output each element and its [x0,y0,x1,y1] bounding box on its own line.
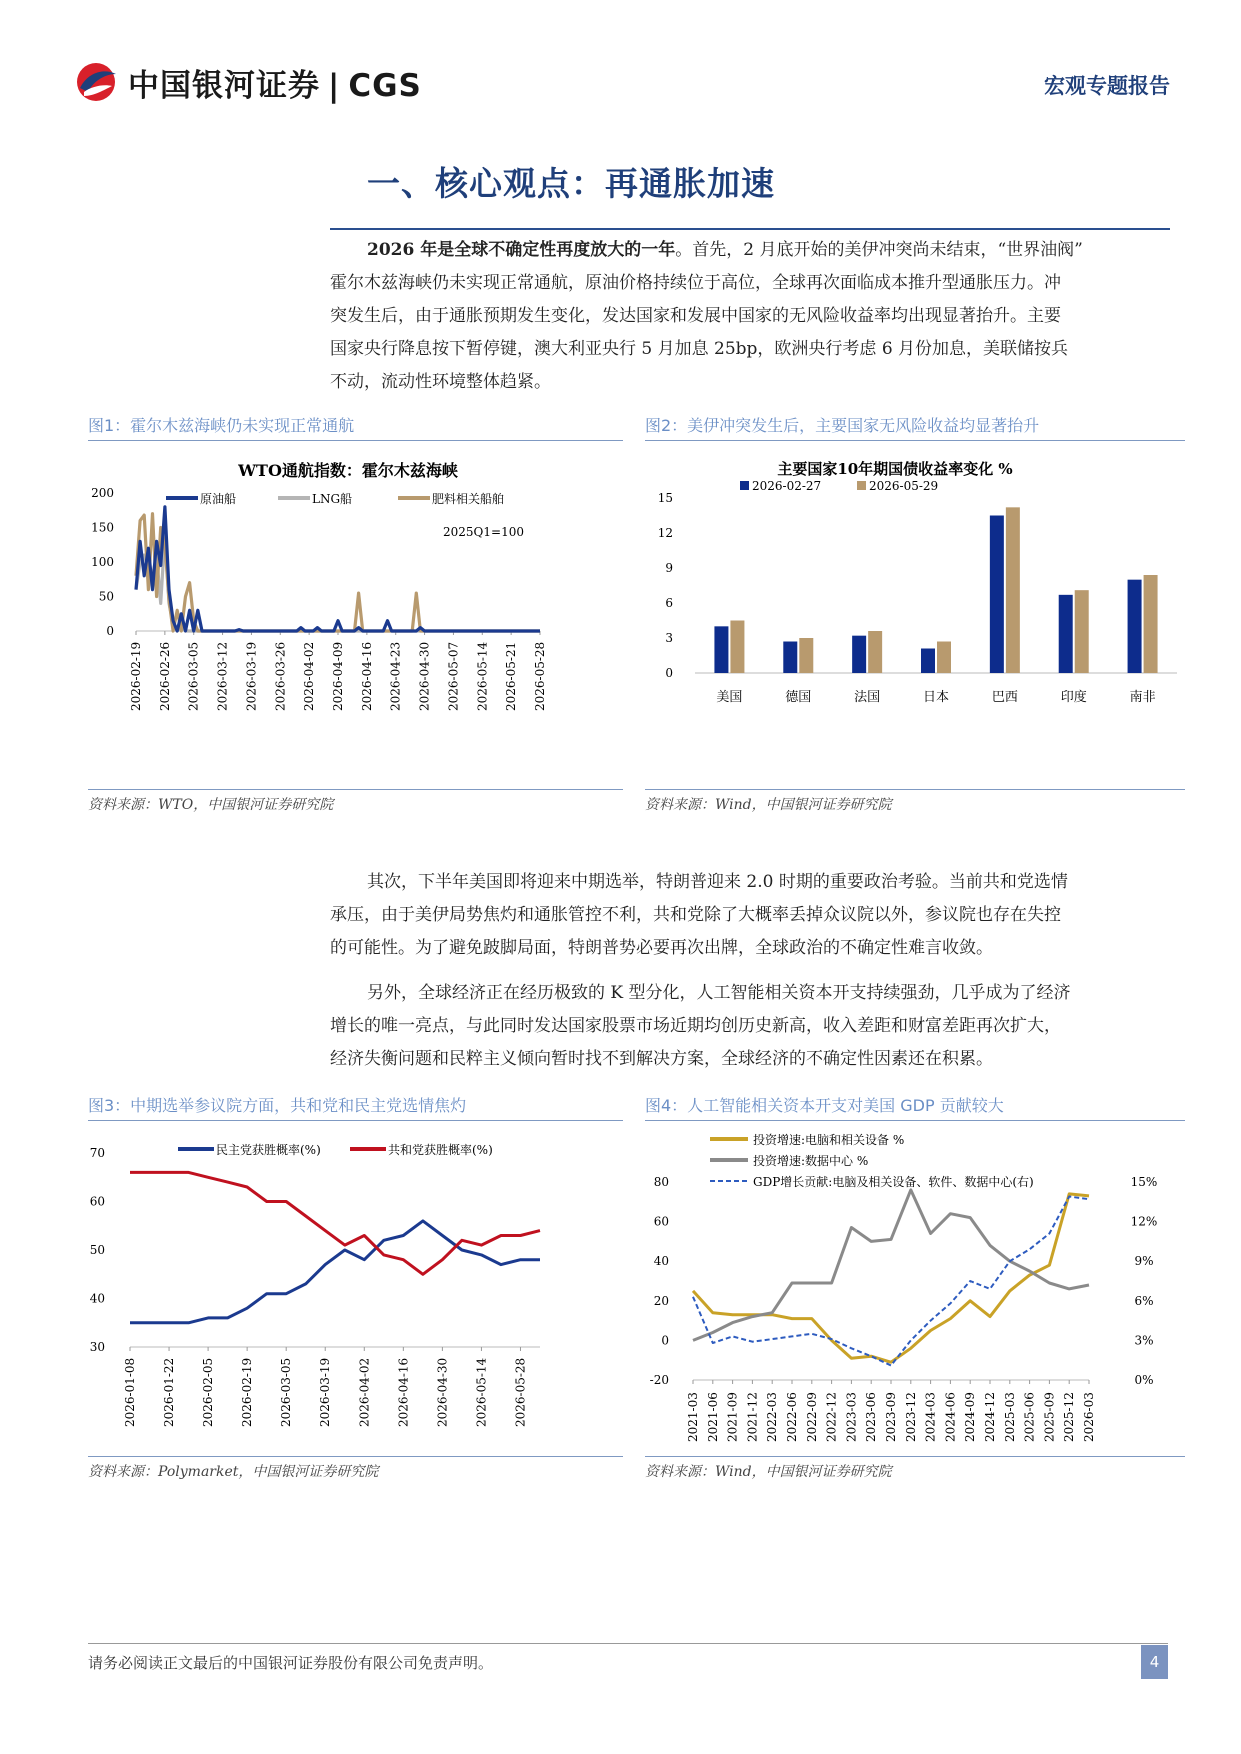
section-title: 一、核心观点：再通胀加速 [367,164,775,203]
fig4-ytick-left-label: 40 [653,1254,669,1269]
fig1-xtick-label: 2026-03-05 [186,641,201,711]
fig2-category-label: 德国 [785,690,812,705]
fig4-legend-label: 投资增速:数据中心 % [753,1154,869,1168]
fig2-bar [730,621,744,674]
fig1-xtick-label: 2026-03-26 [273,641,288,711]
fig2-bar [1006,507,1020,673]
fig2-bar [852,636,866,673]
fig2-category-label: 日本 [922,690,950,705]
fig1-xtick-label: 2026-03-12 [215,641,230,711]
fig1-legend-label: LNG船 [312,492,353,506]
fig4-chart [645,1121,1185,1456]
fig2-category-label: 南非 [1129,690,1156,705]
fig4-ytick-right-label: 15% [1130,1175,1158,1189]
fig4-xtick-label: 2025-12 [1062,1392,1077,1442]
fig4-ytick-left-label: -20 [649,1373,669,1387]
footer-rule [88,1643,1168,1644]
paragraph-3: 另外，全球经济正在经历极致的 K 型分化，人工智能相关资本开支持续强劲，几乎成为了经济 增长的唯一亮点，与此同时发达国家股票市场近期均创历史新高，收入差距和财富差距再次扩大， 经济失衡问题和民粹主义倾向暂时找不到解决方案，全球经济的不确定性因素还在积累。 [330,983,1071,1069]
fig1-caption: 图1：霍尔木兹海峡仍未实现正常通航 [88,416,355,435]
fig4-series-line-1 [693,1190,1089,1341]
header: 中国银河证券 | CGS 宏观专题报告 [70,58,1170,106]
paragraph-2: 其次，下半年美国即将迎来中期选举，特朗普迎来 2.0 时期的重要政治考验。当前共和党选情 承压，由于美伊局势焦灼和通胀管控不利，共和党除了大概率丢掉众议院以外，参议院也存在失控 的可能性。为了避免跛脚局面，特朗普势必要再次出牌，全球政治的不确定性难言收敛。 [330,872,1068,958]
fig3-xtick-label: 2026-01-22 [162,1357,177,1427]
fig1-title: WTO通航指数：霍尔木兹海峡 [238,461,458,480]
fig1-ytick-label: 50 [98,589,114,604]
fig1-xtick-label: 2026-05-21 [504,641,519,711]
fig2-bar [714,626,728,673]
fig2-ytick-label: 9 [665,561,673,575]
fig4-xtick-label: 2022-09 [804,1392,819,1442]
fig1-xtick-label: 2026-04-16 [359,641,374,711]
fig3-xtick-label: 2026-03-05 [279,1357,294,1427]
fig4-caption: 图4：人工智能相关资本开支对美国 GDP 贡献较大 [645,1096,1004,1115]
fig3-caption: 图3：中期选举参议院方面，共和党和民主党选情焦灼 [88,1096,467,1115]
fig4-xtick-label: 2024-03 [923,1392,938,1442]
fig4-xtick-label: 2022-12 [824,1392,839,1442]
fig1-ytick-label: 150 [91,520,114,535]
fig3-xtick-label: 2026-05-14 [474,1357,489,1427]
fig2-bar [868,631,882,673]
fig1-xtick-label: 2026-02-26 [157,641,172,711]
fig3-xtick-label: 2026-01-08 [123,1357,137,1427]
fig1-ytick-label: 0 [106,624,114,638]
fig1-frame [88,440,623,790]
page-number: 4 [1141,1645,1168,1679]
fig2-ytick-label: 3 [665,631,673,645]
fig1-xtick-label: 2026-04-30 [417,641,432,711]
fig4-ytick-right-label: 12% [1130,1214,1158,1229]
fig2-frame [645,440,1185,790]
fig1-xtick-label: 2026-05-14 [475,641,490,711]
footer-disclaimer: 请务必阅读正文最后的中国银河证券股份有限公司免责声明。 [88,1654,494,1672]
fig2-bar [1144,575,1158,673]
fig4-ytick-right-label: 0% [1134,1373,1154,1387]
fig1-xtick-label: 2026-04-02 [302,641,317,711]
fig3-xtick-label: 2026-04-30 [435,1357,450,1427]
fig4-ytick-left-label: 80 [653,1175,669,1189]
fig2-ytick-label: 12 [657,526,673,540]
fig4-xtick-label: 2024-06 [943,1392,958,1442]
logo-text: 中国银河证券 [128,68,320,104]
fig3-xtick-label: 2026-03-19 [318,1357,333,1427]
fig4-ytick-right-label: 6% [1134,1293,1154,1308]
fig2-bar [990,516,1004,674]
fig2-bar [1059,595,1073,673]
logo-en: CGS [348,68,422,104]
fig2-legend-label: 2026-02-27 [752,479,822,493]
fig2-title: 主要国家10年期国债收益率变化 % [777,460,1013,478]
fig3-ytick-label: 60 [89,1194,105,1209]
fig2-legend-swatch [857,481,866,490]
fig4-source: 资料来源：Wind，中国银河证券研究院 [645,1464,892,1480]
fig2-category-label: 法国 [854,690,881,705]
fig3-legend-label: 共和党获胜概率(%) [388,1143,493,1157]
fig4-xtick-label: 2021-09 [725,1392,740,1442]
fig1-xtick-label: 2026-05-28 [533,641,547,711]
fig1-xtick-label: 2026-04-23 [388,641,403,711]
fig4-xtick-label: 2025-06 [1022,1392,1037,1442]
fig4-xtick-label: 2025-03 [1002,1392,1017,1442]
fig3-xtick-label: 2026-02-19 [240,1357,255,1427]
fig3-source: 资料来源：Polymarket，中国银河证券研究院 [88,1464,379,1480]
fig2-bar [921,649,935,674]
fig2-ytick-label: 0 [665,666,673,680]
fig3-xtick-label: 2026-05-28 [513,1357,528,1427]
p1-bold: 2026 年是全球不确定性再度放大的一年 [367,240,676,260]
fig4-ytick-left-label: 0 [661,1333,669,1348]
fig2-bar [783,642,797,674]
fig3-ytick-label: 70 [89,1146,105,1160]
fig2-category-label: 巴西 [991,690,1018,705]
fig2-legend-label: 2026-05-29 [869,479,939,493]
fig2-source: 资料来源：Wind，中国银河证券研究院 [645,797,892,813]
fig1-legend-label: 原油船 [200,492,237,506]
fig3-ytick-label: 30 [89,1340,105,1354]
fig4-xtick-label: 2023-03 [844,1392,859,1442]
fig3-ytick-label: 50 [89,1243,105,1257]
fig4-xtick-label: 2021-06 [705,1392,720,1442]
fig2-bar [937,642,951,674]
fig2-category-label: 印度 [1060,690,1087,705]
fig2-chart [645,441,1185,789]
fig4-xtick-label: 2023-12 [903,1392,918,1442]
fig1-xtick-label: 2026-02-19 [129,641,143,711]
fig4-ytick-right-label: 9% [1134,1254,1154,1269]
fig2-caption: 图2：美伊冲突发生后，主要国家无风险收益均显著抬升 [645,416,1040,435]
fig2-bar [1128,580,1142,673]
fig4-legend-label: 投资增速:电脑和相关设备 % [753,1133,905,1147]
fig3-chart [88,1121,623,1456]
fig3-ytick-label: 40 [89,1291,105,1306]
fig3-xtick-label: 2026-02-05 [201,1357,216,1427]
fig1-chart [88,441,623,789]
paragraph-1: 2026 年是全球不确定性再度放大的一年。首先，2 月底开始的美伊冲突尚未结束，“世界油阀” 霍尔木兹海峡仍未实现正常通航，原油价格持续位于高位，全球再次面临成本推升型通胀压力。冲 突发生后，由于通胀预期发生变化，发达国家和发展中国家的无风险收益率均出现显著抬升。主要 国家央行降息按下暂停键，澳大利亚央行 5 月加息 25bp，欧洲央行考虑 6 月份加息，美联储按兵 不动，流动性环境整体趋紧。 [330,240,1083,392]
fig4-xtick-label: 2025-09 [1042,1392,1057,1442]
fig3-xtick-label: 2026-04-16 [396,1357,411,1427]
fig4-series-line-2 [693,1197,1089,1366]
fig4-ytick-right-label: 3% [1134,1333,1154,1348]
fig1-ytick-label: 200 [91,486,114,500]
fig4-ytick-left-label: 60 [653,1214,669,1229]
fig4-series-line-0 [693,1194,1089,1362]
fig1-xtick-label: 2026-05-07 [446,641,461,711]
fig4-xtick-label: 2021-12 [745,1392,760,1442]
fig4-legend-label: GDP增长贡献:电脑及相关设备、软件、数据中心(右) [753,1175,1034,1189]
fig4-xtick-label: 2023-09 [884,1392,898,1442]
fig4-xtick-label: 2024-12 [983,1392,997,1442]
fig4-xtick-label: 2022-06 [785,1392,799,1442]
fig3-frame [88,1120,623,1457]
fig1-xtick-label: 2026-04-09 [331,641,345,711]
fig4-xtick-label: 2021-03 [686,1392,700,1442]
section-rule [330,228,1170,230]
fig4-ytick-left-label: 20 [653,1293,669,1308]
fig2-legend-swatch [740,481,749,490]
fig2-bar [799,638,813,673]
fig2-bar [1075,590,1089,673]
report-type: 宏观专题报告 [1044,73,1170,98]
fig2-category-label: 美国 [716,690,743,705]
fig1-annotation: 2025Q1=100 [443,525,524,539]
fig4-xtick-label: 2026-03 [1082,1392,1096,1442]
fig3-legend-label: 民主党获胜概率(%) [216,1143,321,1157]
fig1-source: 资料来源：WTO，中国银河证券研究院 [88,797,334,813]
fig2-ytick-label: 15 [657,491,673,505]
fig4-xtick-label: 2024-09 [963,1392,978,1442]
fig3-xtick-label: 2026-04-02 [357,1357,372,1427]
fig2-ytick-label: 6 [665,596,673,610]
fig4-frame [645,1120,1185,1457]
fig1-xtick-label: 2026-03-19 [244,641,259,711]
fig4-xtick-label: 2023-06 [864,1392,879,1442]
fig4-xtick-label: 2022-03 [765,1392,780,1442]
fig1-legend-label: 肥料相关船舶 [432,492,505,506]
cgs-logo-icon [70,62,122,102]
fig1-ytick-label: 100 [91,555,114,569]
